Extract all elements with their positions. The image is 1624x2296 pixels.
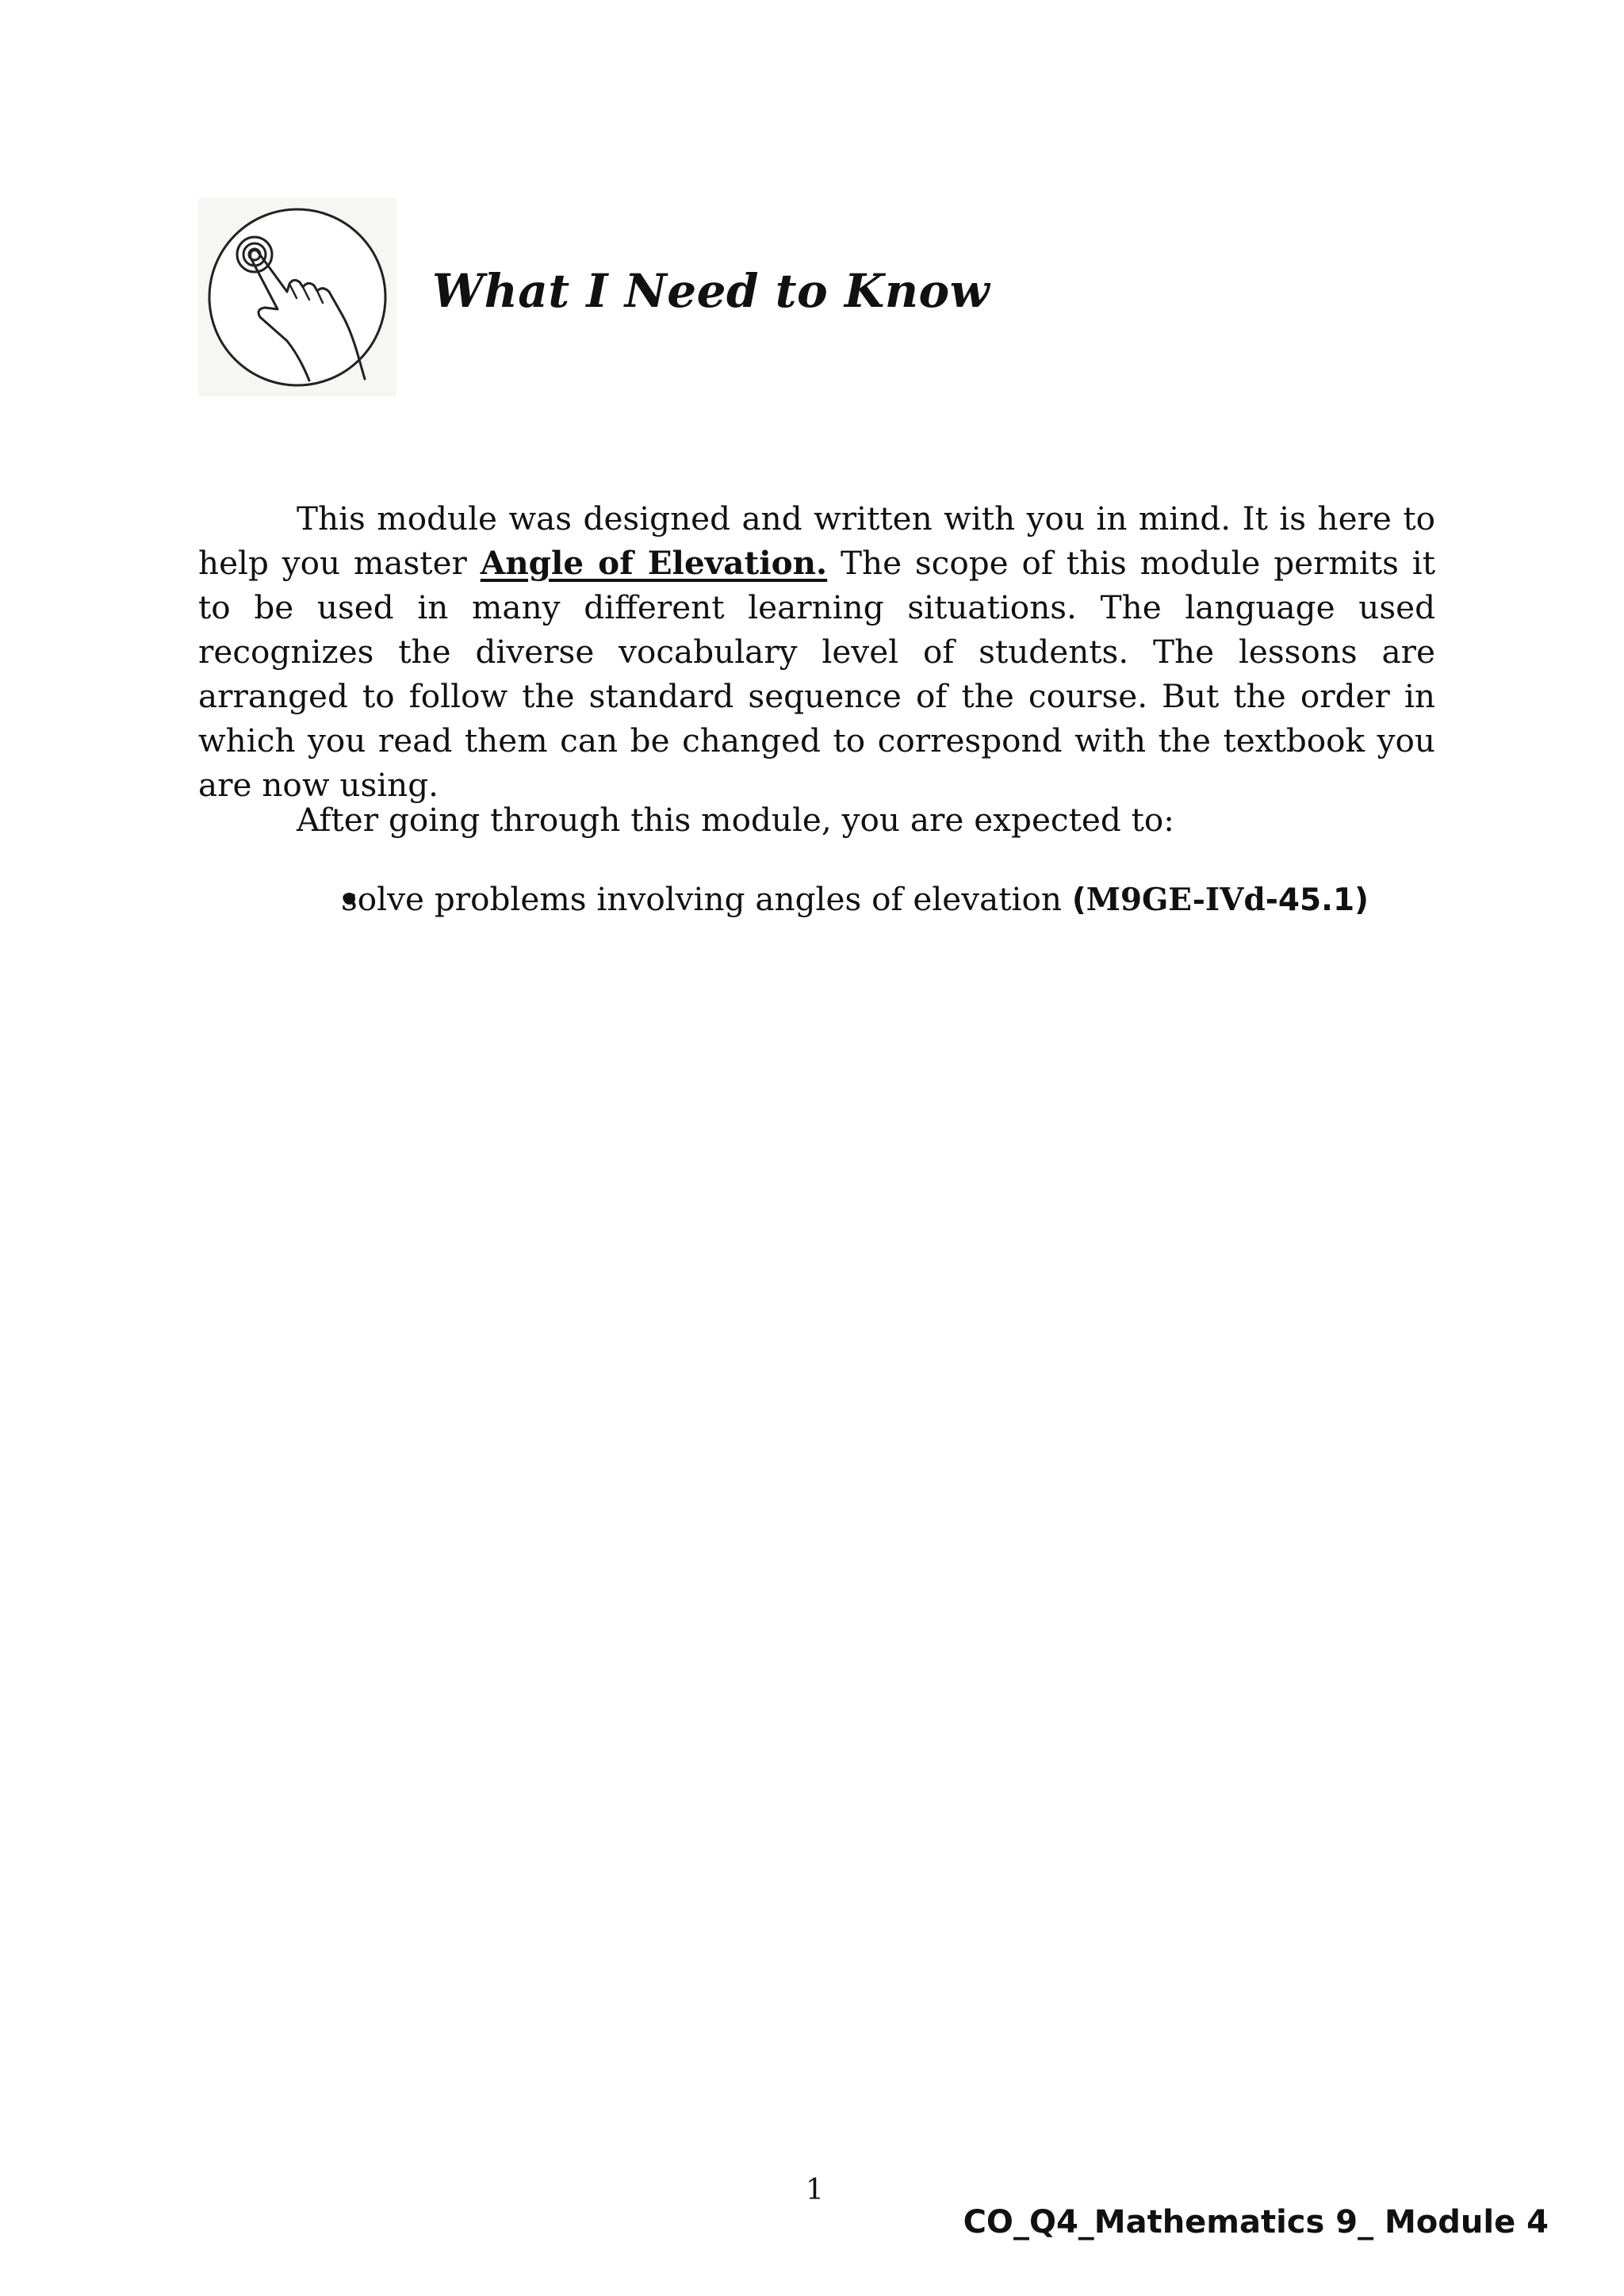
competency-code: (M9GE-IVd-45.1) (1071, 882, 1369, 918)
intro-paragraph (198, 496, 1435, 807)
intro-text-after: The scope of this module permits it to be used in many different learning situations. The language used recognizes the diverse vocabulary level of students. The lessons are arranged to follow the standard sequence of the course. But the order in which you read them can be changed to correspond with the textbook you are now using. (198, 544, 1435, 804)
objective-text: solve problems involving angles of elevation (341, 880, 1062, 918)
objective-item (341, 877, 1369, 923)
topic-highlight: Angle of Elevation. (480, 544, 828, 582)
expectations-lead: After going through this module, you are expected to: (297, 801, 1174, 839)
pointing-hand-icon (198, 198, 396, 396)
module-code-footer: CO_Q4_Mathematics 9_ Module 4 (963, 2204, 1549, 2241)
intro-text-before: This module was designed and written with you in mind. It is here to help you master (198, 499, 1435, 582)
page-number: 1 (806, 2174, 824, 2206)
section-title: What I Need to Know (432, 264, 990, 318)
